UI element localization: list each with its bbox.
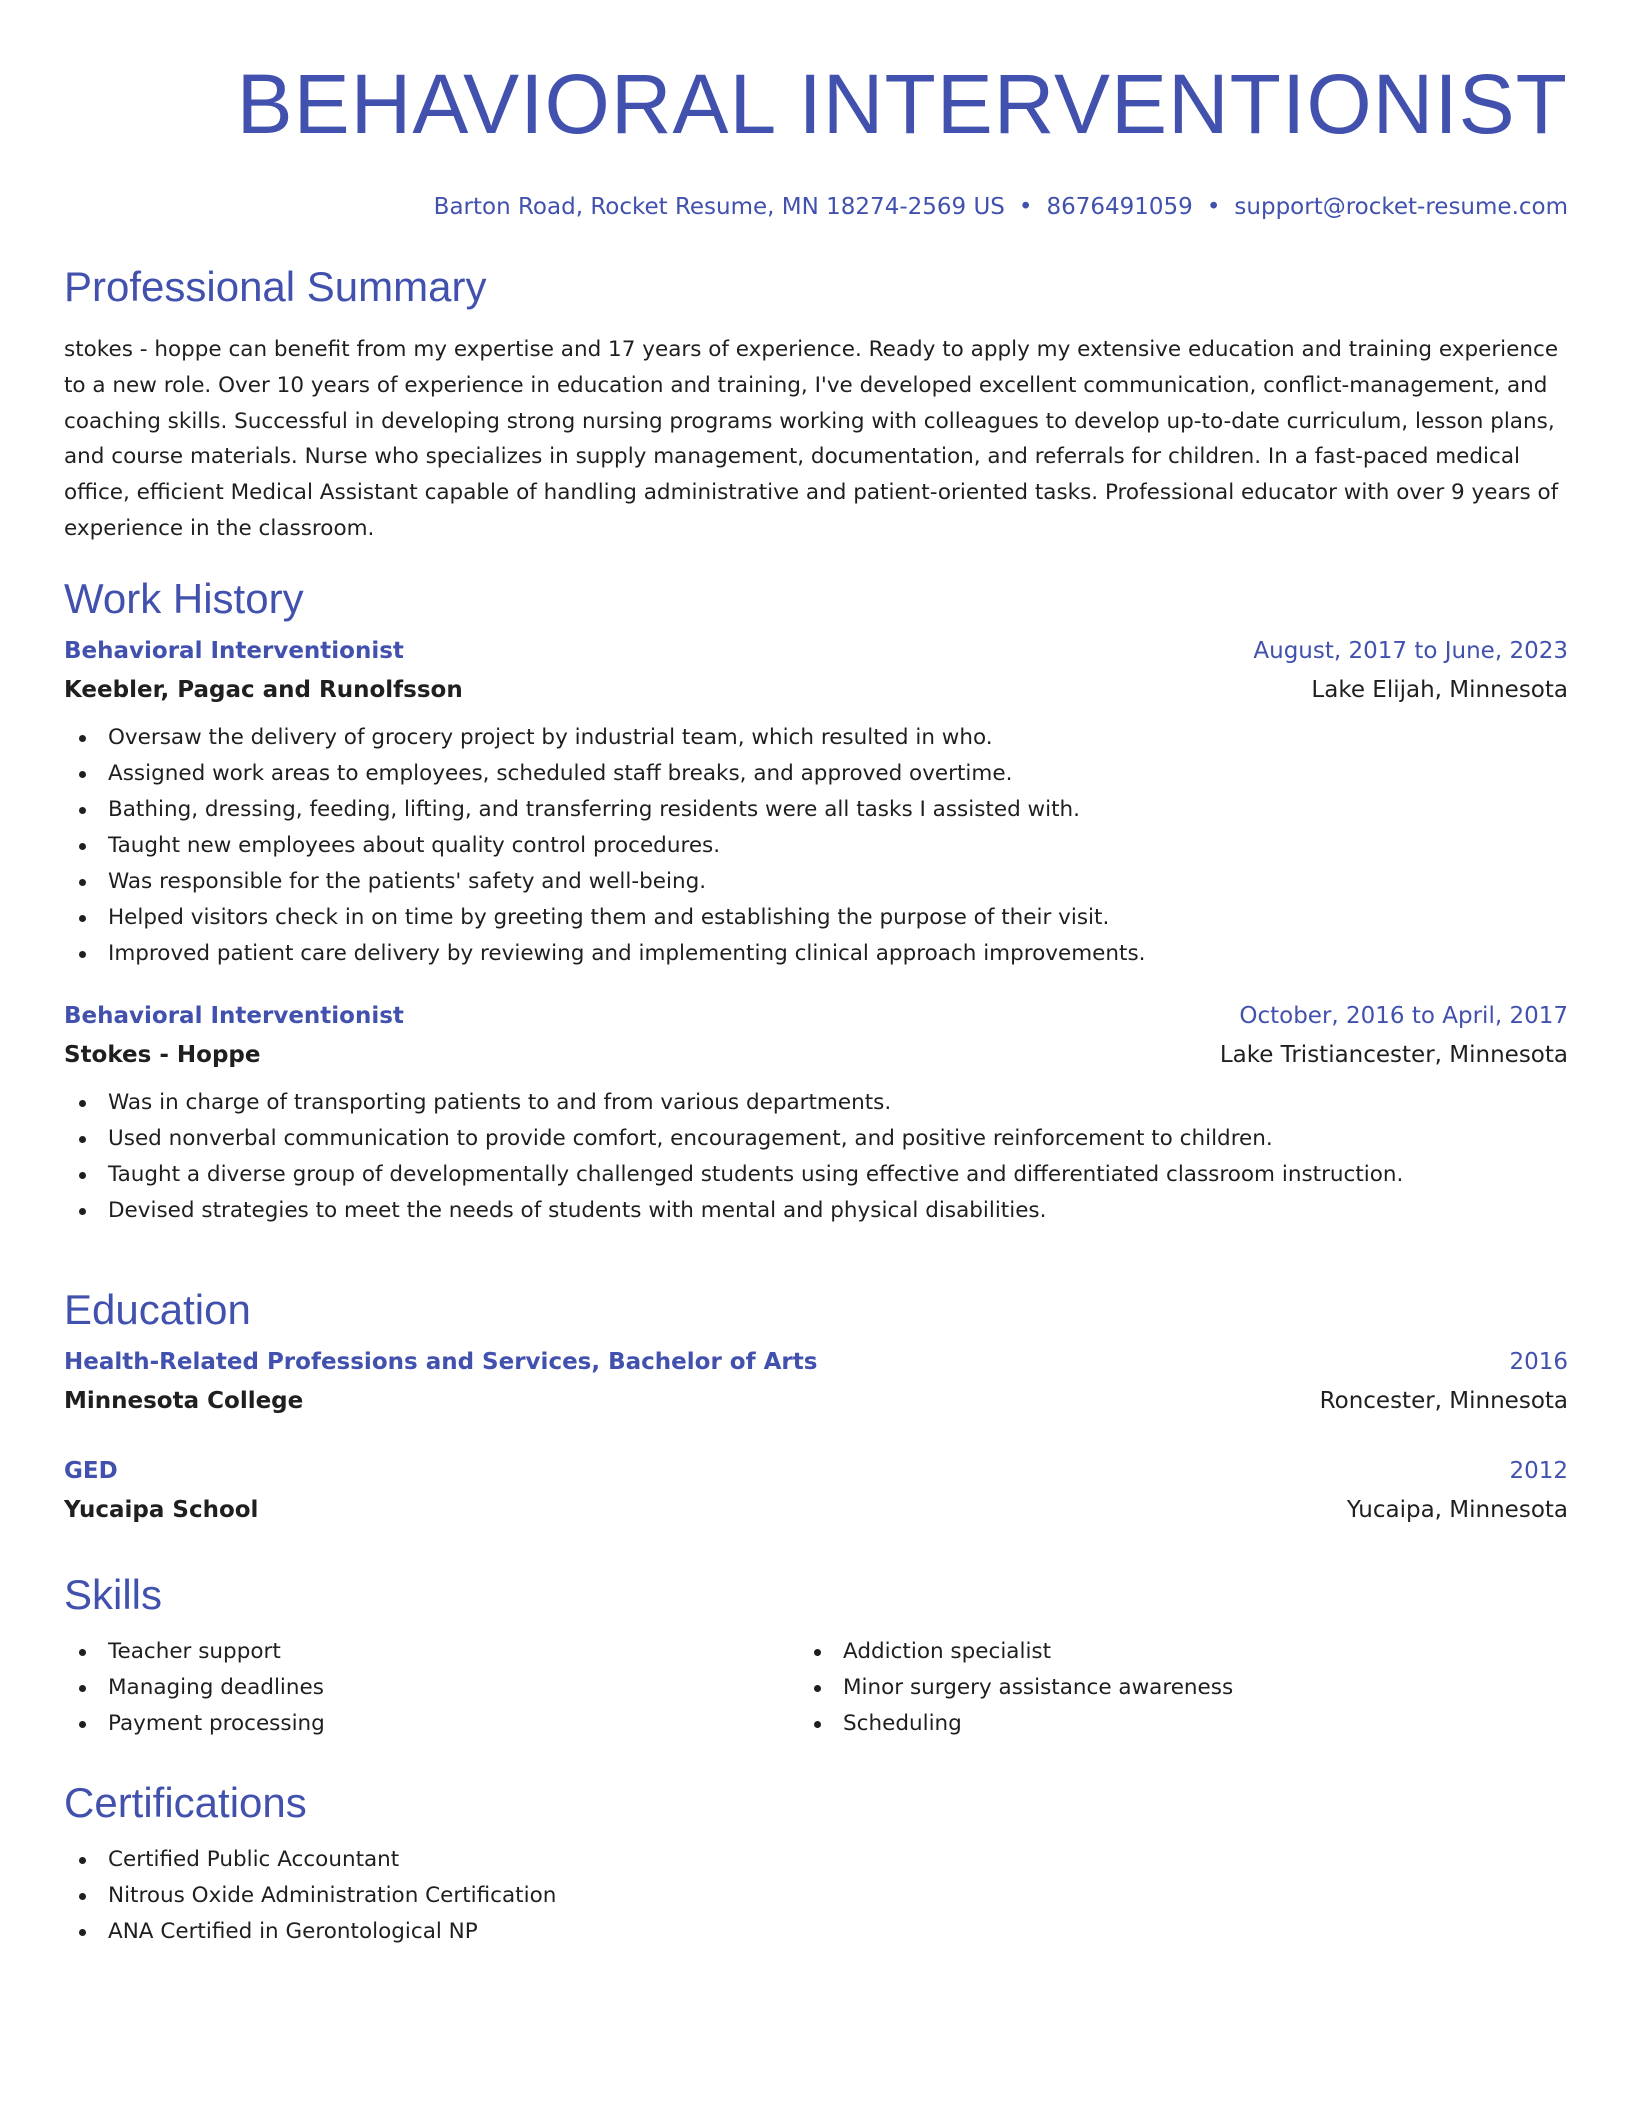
education-school-row [64, 1495, 1568, 1525]
list-item: Taught a diverse group of developmentally challenged students using effective and differentiated classroom instruction. [64, 1157, 1568, 1193]
education-school: Yucaipa School [64, 1497, 259, 1523]
job-company: Stokes - Hoppe [64, 1042, 261, 1068]
education-entry [64, 1347, 1568, 1416]
candidate-name: BEHAVIORAL INTERVENTIONIST [236, 57, 1568, 151]
contact-separator: • [1018, 194, 1033, 220]
list-item: Assigned work areas to employees, scheduled staff breaks, and approved overtime. [64, 756, 1568, 792]
education-degree: GED [64, 1458, 118, 1484]
education-location: Roncester, Minnesota [1319, 1388, 1568, 1414]
education-school: Minnesota College [64, 1388, 304, 1414]
skills-section [64, 1570, 1568, 1742]
job-header-row [64, 1001, 1568, 1031]
list-item: Was responsible for the patients' safety and well-being. [64, 864, 1568, 900]
skill-item: Minor surgery assistance awareness [799, 1670, 1534, 1706]
skills-heading: Skills [64, 1571, 163, 1618]
list-item: Helped visitors check in on time by greeting them and establishing the purpose of their visit. [64, 900, 1568, 936]
skill-item: Scheduling [799, 1706, 1534, 1742]
summary-section [64, 262, 1568, 547]
education-header-row [64, 1456, 1568, 1486]
job-position: Behavioral Interventionist [64, 1003, 404, 1029]
certification-item: Certified Public Accountant [64, 1842, 1568, 1878]
summary-text: stokes - hoppe can benefit from my expertise and 17 years of experience. Ready to apply my extensive education and training experience to a new role. Over 10 years of experience in education and training, I've developed excellent communication, conflict-management, and coaching skills. Successful in developing strong nursing programs working with colleagues to develop up-to-date curriculum, lesson plans, and course materials. Nurse who specializes in supply management, documentation, and referrals for children. In a fast-paced medical office, efficient Medical Assistant capable of handling administrative and patient-oriented tasks. Professional educator with over 9 years of experience in the classroom. [64, 337, 1559, 541]
job-position: Behavioral Interventionist [64, 638, 404, 664]
list-item: Bathing, dressing, feeding, lifting, and transferring residents were all tasks I assisted with. [64, 792, 1568, 828]
skill-item: Payment processing [64, 1706, 799, 1742]
job-header-row [64, 636, 1568, 666]
work-history-section [64, 574, 1568, 1229]
contact-address: Barton Road, Rocket Resume, MN 18274-2569 US [433, 194, 1005, 220]
education-entry [64, 1456, 1568, 1525]
skill-item: Addiction specialist [799, 1634, 1534, 1670]
skills-list-right [799, 1634, 1534, 1742]
certifications-heading: Certifications [64, 1779, 307, 1826]
education-heading: Education [64, 1286, 251, 1333]
skills-grid [64, 1634, 1568, 1742]
skills-list-left [64, 1634, 799, 1742]
list-item: Taught new employees about quality control procedures. [64, 828, 1568, 864]
education-location: Yucaipa, Minnesota [1346, 1497, 1568, 1523]
list-item: Improved patient care delivery by reviewing and implementing clinical approach improvements. [64, 936, 1568, 972]
education-header-row [64, 1347, 1568, 1377]
education-section [64, 1285, 1568, 1525]
education-school-row [64, 1386, 1568, 1416]
job-bullet-list [64, 1085, 1568, 1229]
job-entry [64, 636, 1568, 972]
work-history-heading: Work History [64, 575, 304, 622]
certifications-section [64, 1778, 1568, 1950]
education-year: 2016 [1509, 1349, 1568, 1375]
certification-item: ANA Certified in Gerontological NP [64, 1914, 1568, 1950]
certifications-list [64, 1842, 1568, 1950]
list-item: Was in charge of transporting patients to and from various departments. [64, 1085, 1568, 1121]
job-dates: August, 2017 to June, 2023 [1253, 638, 1568, 664]
job-entry [64, 1001, 1568, 1229]
certification-item: Nitrous Oxide Administration Certification [64, 1878, 1568, 1914]
skill-item: Teacher support [64, 1634, 799, 1670]
job-bullet-list [64, 720, 1568, 972]
contact-line [64, 192, 1568, 222]
education-year: 2012 [1509, 1458, 1568, 1484]
list-item: Used nonverbal communication to provide comfort, encouragement, and positive reinforcement to children. [64, 1121, 1568, 1157]
contact-phone: 8676491059 [1046, 194, 1193, 220]
skill-item: Managing deadlines [64, 1670, 799, 1706]
job-location: Lake Tristiancester, Minnesota [1219, 1042, 1568, 1068]
list-item: Devised strategies to meet the needs of students with mental and physical disabilities. [64, 1193, 1568, 1229]
education-degree: Health-Related Professions and Services, Bachelor of Arts [64, 1349, 818, 1375]
job-dates: October, 2016 to April, 2017 [1239, 1003, 1568, 1029]
summary-heading: Professional Summary [64, 263, 487, 310]
job-location: Lake Elijah, Minnesota [1311, 677, 1568, 703]
job-company: Keebler, Pagac and Runolfsson [64, 677, 463, 703]
job-company-row [64, 1040, 1568, 1070]
job-company-row [64, 675, 1568, 705]
contact-separator: • [1206, 194, 1221, 220]
contact-email: support@rocket-resume.com [1234, 194, 1568, 220]
list-item: Oversaw the delivery of grocery project by industrial team, which resulted in who. [64, 720, 1568, 756]
